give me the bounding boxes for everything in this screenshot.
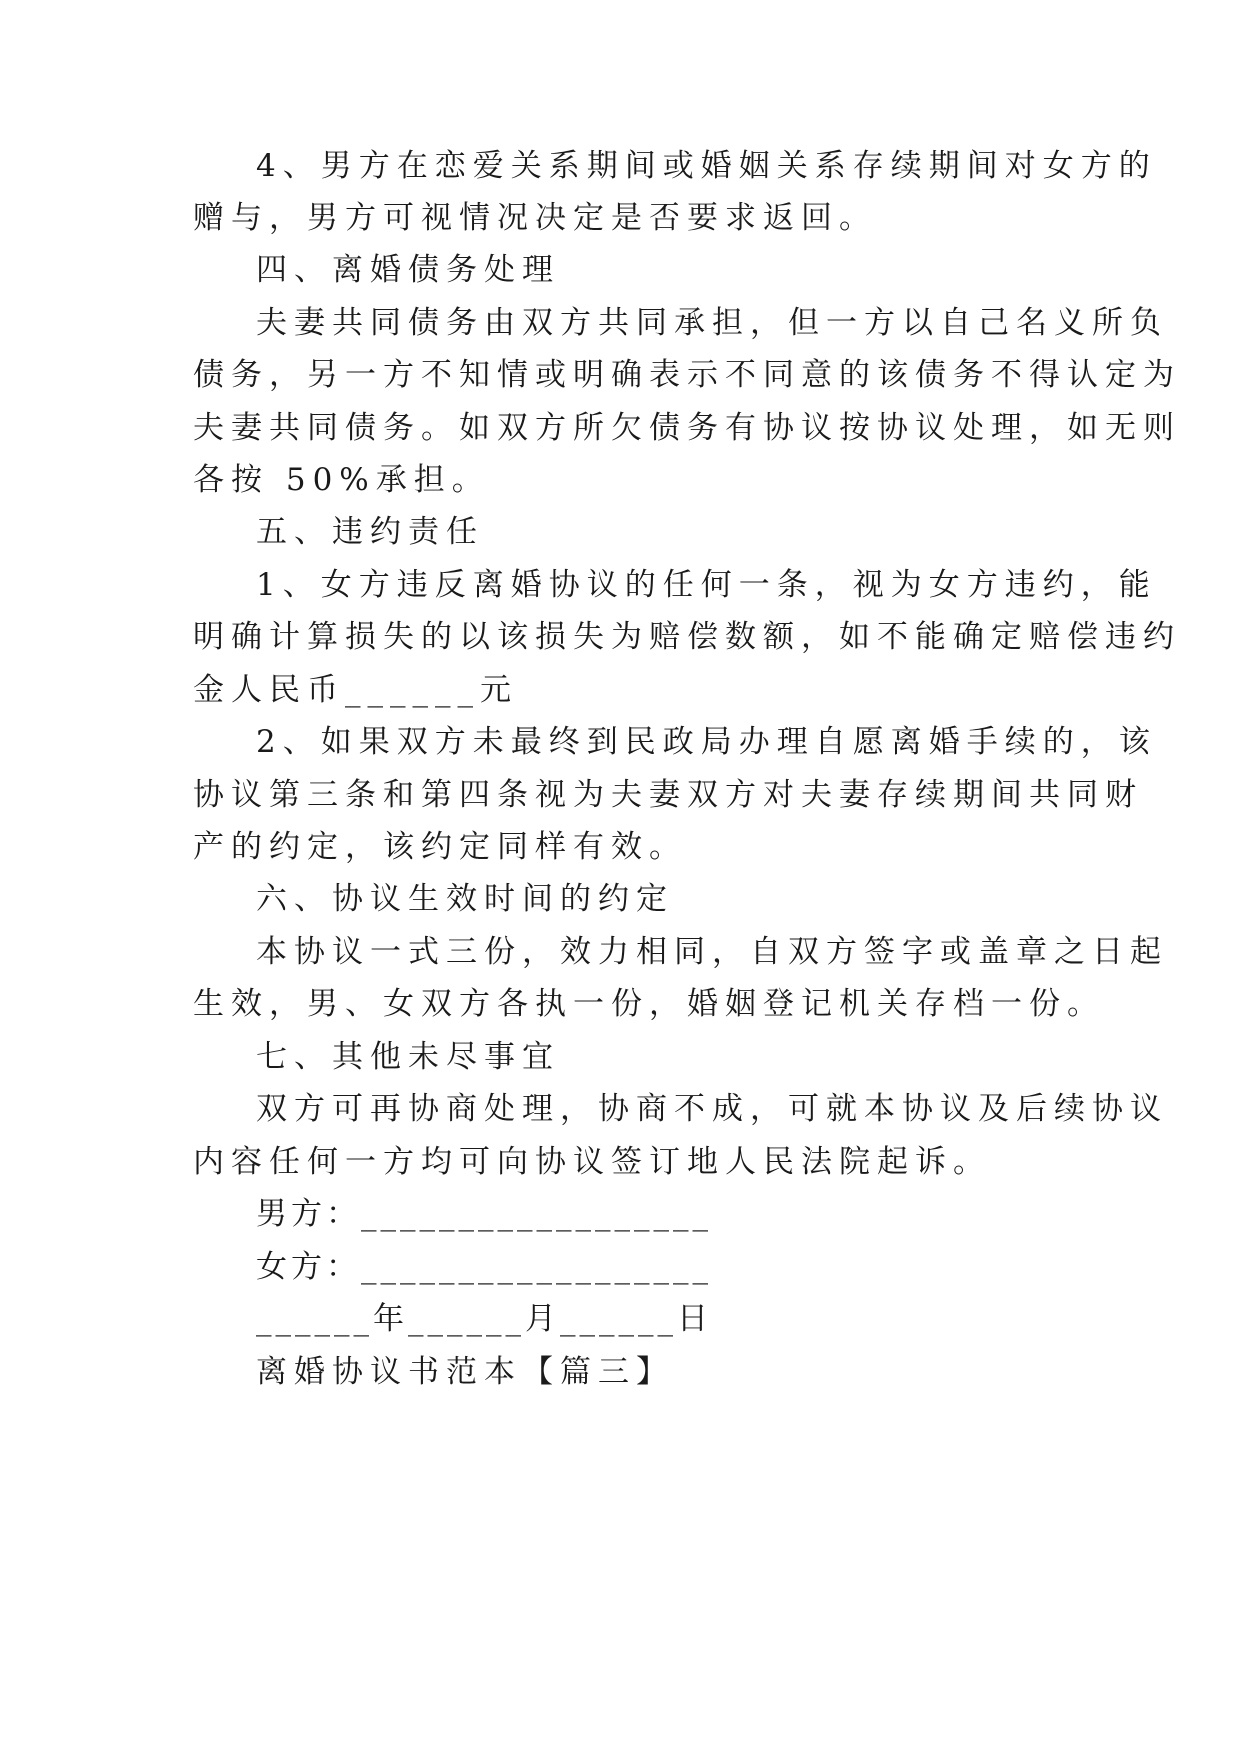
debt-paragraph-line-3: 夫妻共同债务。如双方所欠债务有协议按协议处理，如无则	[193, 410, 1181, 446]
breach-clause-2-line-3: 产的约定，该约定同样有效。	[193, 829, 687, 865]
signature-date-line: ______年______月______日	[256, 1301, 712, 1337]
debt-paragraph-line-2: 债务，另一方不知情或明确表示不同意的该债务不得认定为	[193, 357, 1181, 393]
breach-clause-1-line-2: 明确计算损失的以该损失为赔偿数额，如不能确定赔偿违约	[193, 619, 1181, 655]
section-heading-other: 七、其他未尽事宜	[256, 1039, 560, 1075]
debt-paragraph-line-4: 各按 50%承担。	[193, 462, 490, 498]
other-paragraph-line-1: 双方可再协商处理，协商不成，可就本协议及后续协议	[256, 1091, 1168, 1127]
breach-clause-1-line-3: 金人民币______元	[193, 672, 518, 708]
section-heading-debt: 四、离婚债务处理	[256, 252, 560, 288]
section-heading-breach: 五、违约责任	[256, 514, 484, 550]
male-signature-line: 男方：__________________	[256, 1196, 712, 1232]
clause-4-line-1: 4、男方在恋爱关系期间或婚姻关系存续期间对女方的	[256, 148, 1157, 184]
breach-clause-2-line-1: 2、如果双方未最终到民政局办理自愿离婚手续的，该	[256, 724, 1157, 760]
clause-4-line-2: 赠与，男方可视情况决定是否要求返回。	[193, 200, 877, 236]
section-heading-effective: 六、协议生效时间的约定	[256, 881, 674, 917]
effective-paragraph-line-2: 生效，男、女双方各执一份，婚姻登记机关存档一份。	[193, 986, 1105, 1022]
debt-paragraph-line-1: 夫妻共同债务由双方共同承担，但一方以自己名义所负	[256, 305, 1168, 341]
female-signature-line: 女方：__________________	[256, 1249, 712, 1285]
effective-paragraph-line-1: 本协议一式三份，效力相同，自双方签字或盖章之日起	[256, 934, 1168, 970]
next-section-title: 离婚协议书范本【篇三】	[256, 1354, 674, 1390]
other-paragraph-line-2: 内容任何一方均可向协议签订地人民法院起诉。	[193, 1144, 991, 1180]
breach-clause-1-line-1: 1、女方违反离婚协议的任何一条，视为女方违约，能	[256, 567, 1157, 603]
breach-clause-2-line-2: 协议第三条和第四条视为夫妻双方对夫妻存续期间共同财	[193, 777, 1143, 813]
